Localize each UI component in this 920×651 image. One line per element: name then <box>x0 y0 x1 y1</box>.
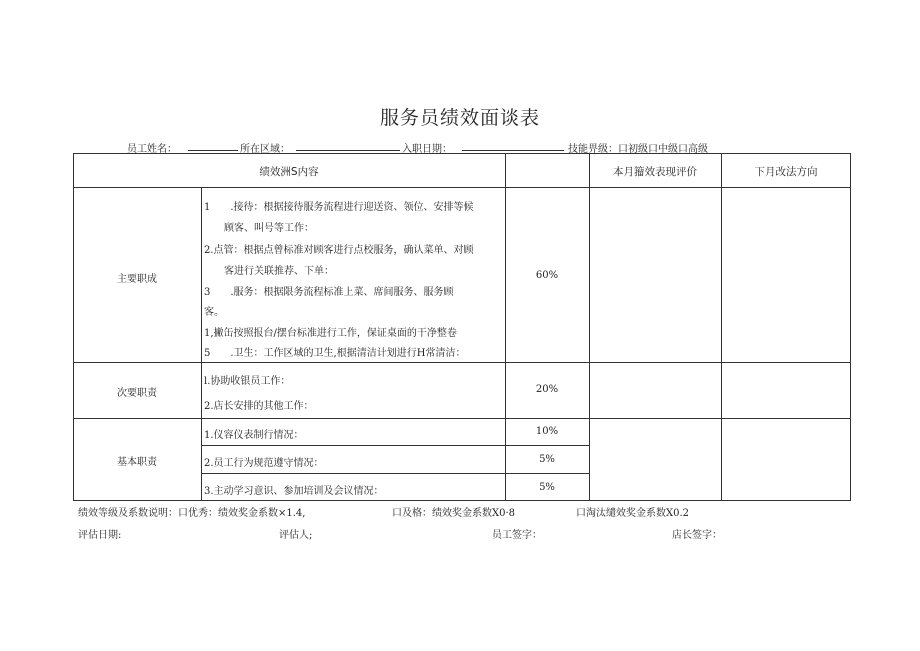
duty-line: 2.点管：根据点曾标准对顾客进行点校服务，确认菜单、对顾 <box>204 245 474 256</box>
weight-main: 60% <box>535 270 559 281</box>
table-line <box>201 445 590 446</box>
duty-line: l.协助收银员工作： <box>204 376 291 387</box>
duty-line: 客。 <box>204 307 224 318</box>
grade-eliminate: 口淘汰缱效奖金系数X0.2 <box>576 508 690 519</box>
page-title: 服务员绩效面谈表 <box>379 107 540 129</box>
table-border <box>850 153 851 501</box>
section-label-basic: 基本职责 <box>117 457 157 468</box>
duty-line: 1 .接待：根据接待服务流程进行迎送资、领位、安排等候 <box>204 202 474 213</box>
basic-item: 1.仪容仪表制行情况： <box>204 430 304 441</box>
duty-line: 2.店长安排的其他工作： <box>204 401 314 412</box>
hire-date-label: 入职日期： <box>402 144 452 155</box>
hire-date-blank <box>462 140 564 151</box>
manager-sign-label: 店长签字： <box>672 530 722 541</box>
duty-line: 1,撇缶按照报台/摆台标准进行工作，保证桌面的干净整卷 <box>204 328 457 339</box>
table-border <box>73 500 851 501</box>
duty-line: 顾客、叫号等工作： <box>204 223 314 234</box>
basic-item-weight: 5% <box>539 454 555 465</box>
grade-pass: 口及格：绩效奖金系数X0·8 <box>392 508 516 519</box>
info-line <box>0 140 920 154</box>
duty-line: 3 .服务：根据限务流程标准上菜、席间服务、服务顾 <box>204 287 454 298</box>
table-line <box>73 187 851 188</box>
table-line <box>589 153 590 501</box>
header-this-month: 本月籀效表现评价 <box>613 166 697 178</box>
table-line <box>73 418 851 419</box>
section-label-secondary: 次要职责 <box>117 388 157 399</box>
header-next-month: 下月改法方向 <box>754 166 818 178</box>
employee-name-blank <box>188 140 238 151</box>
basic-item-weight: 5% <box>539 482 555 493</box>
table-border <box>73 153 851 154</box>
basic-item-weight: 10% <box>535 426 559 437</box>
evaluator-label: 评估人; <box>279 530 313 541</box>
employee-sign-label: 员工签字： <box>492 530 542 541</box>
table-line <box>505 153 506 501</box>
table-line <box>201 473 590 474</box>
duty-line: 5 .卫生：工作区域的卫生,根据清洁计划进行H常清洁： <box>204 348 466 359</box>
skill-level-label: 技能畀级：口初级口中级口高级 <box>568 144 708 155</box>
header-content: 绩效洲S内容 <box>259 166 319 178</box>
performance-table <box>73 153 851 501</box>
weight-secondary: 20% <box>535 384 559 395</box>
grade-description: 绩效等级及系数说明：口优秀：绩效奖金系数×1.4, <box>78 508 306 519</box>
employee-name-label: 员工姓名： <box>127 144 177 155</box>
table-border <box>73 153 74 501</box>
area-blank <box>296 140 400 151</box>
section-label-main: 主要职成 <box>117 274 157 285</box>
duty-line: 客进行关联推荐、下单： <box>204 266 334 277</box>
area-label: 所在区域： <box>240 144 290 155</box>
basic-item: 2.员工行为规范遵守情况： <box>204 458 324 469</box>
basic-item: 3.主动学习意识、参加培训及会议情况： <box>204 486 384 497</box>
table-line <box>721 153 722 501</box>
eval-date-label: 评估日期: <box>78 530 122 541</box>
table-line <box>201 187 202 501</box>
table-line <box>73 362 851 363</box>
